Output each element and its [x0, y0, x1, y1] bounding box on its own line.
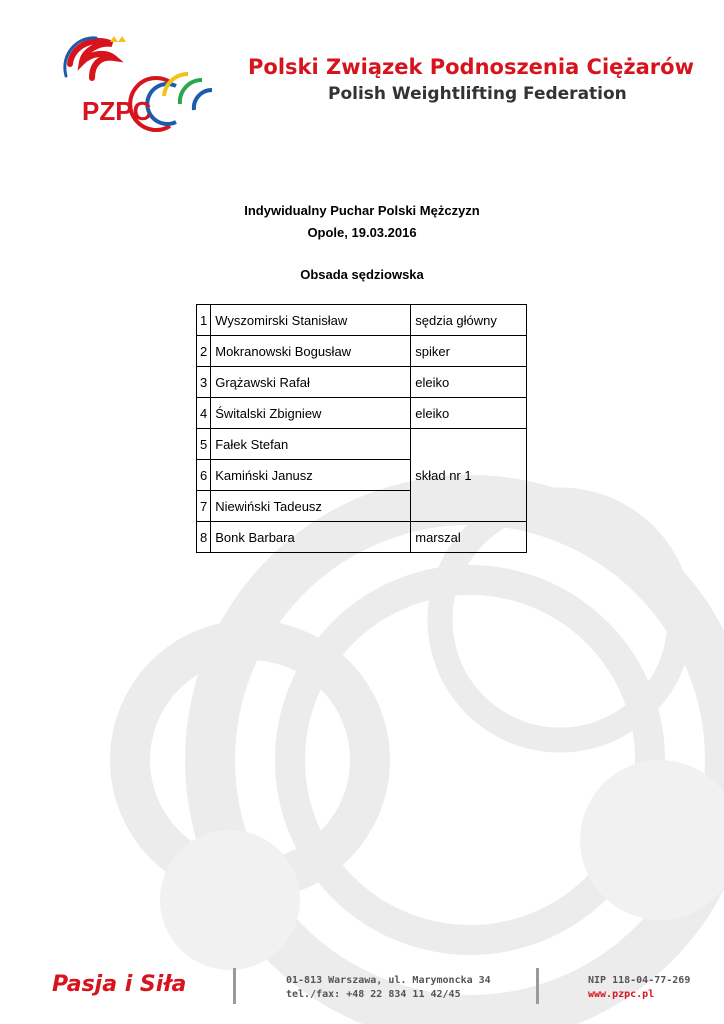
- footer-contact: [588, 974, 690, 1002]
- table-row: [197, 398, 527, 429]
- letterhead-footer: [0, 960, 724, 1024]
- referee-role: sędzia główny: [411, 305, 527, 336]
- referee-role: skład nr 1: [411, 429, 527, 522]
- referee-role: eleiko: [411, 367, 527, 398]
- row-number: 1: [197, 305, 211, 336]
- row-number: 7: [197, 491, 211, 522]
- federation-name-english: Polish Weightlifting Federation: [328, 84, 627, 104]
- footer-divider: [536, 968, 539, 1004]
- referee-role: marszal: [411, 522, 527, 553]
- referee-name: Fałek Stefan: [211, 429, 411, 460]
- referee-name: Mokranowski Bogusław: [211, 336, 411, 367]
- table-row: [197, 429, 527, 460]
- footer-divider: [233, 968, 236, 1004]
- row-number: 8: [197, 522, 211, 553]
- row-number: 4: [197, 398, 211, 429]
- address-line: 01-813 Warszawa, ul. Marymoncka 34: [286, 975, 491, 986]
- referee-name: Bonk Barbara: [211, 522, 411, 553]
- letterhead-header: [0, 0, 724, 150]
- table-row: [197, 367, 527, 398]
- table-row: [197, 336, 527, 367]
- pzpc-logo: [52, 34, 222, 134]
- slogan: Pasja i Siła: [52, 972, 187, 997]
- row-number: 5: [197, 429, 211, 460]
- referee-name: Niewiński Tadeusz: [211, 491, 411, 522]
- nip-number: NIP 118-04-77-269: [588, 975, 691, 986]
- federation-name-polish: Polski Związek Podnoszenia Ciężarów: [248, 55, 694, 79]
- referee-role: spiker: [411, 336, 527, 367]
- table-row: [197, 305, 527, 336]
- table-row: [197, 522, 527, 553]
- referee-role: eleiko: [411, 398, 527, 429]
- row-number: 6: [197, 460, 211, 491]
- footer-address: [286, 974, 491, 1002]
- document-subtitle: Opole, 19.03.2016: [307, 225, 417, 240]
- document-title: Indywidualny Puchar Polski Mężczyzn: [244, 203, 480, 218]
- row-number: 2: [197, 336, 211, 367]
- document-title-block: [0, 200, 724, 244]
- website-link[interactable]: www.pzpc.pl: [588, 989, 655, 1000]
- referee-name: Kamiński Janusz: [211, 460, 411, 491]
- referee-name: Wyszomirski Stanisław: [211, 305, 411, 336]
- referee-table: [196, 304, 527, 553]
- section-title: Obsada sędziowska: [300, 267, 424, 282]
- row-number: 3: [197, 367, 211, 398]
- phone-line: tel./fax: +48 22 834 11 42/45: [286, 989, 461, 1000]
- logo-text: PZPC: [82, 96, 152, 126]
- referee-name: Świtalski Zbigniew: [211, 398, 411, 429]
- referee-name: Grążawski Rafał: [211, 367, 411, 398]
